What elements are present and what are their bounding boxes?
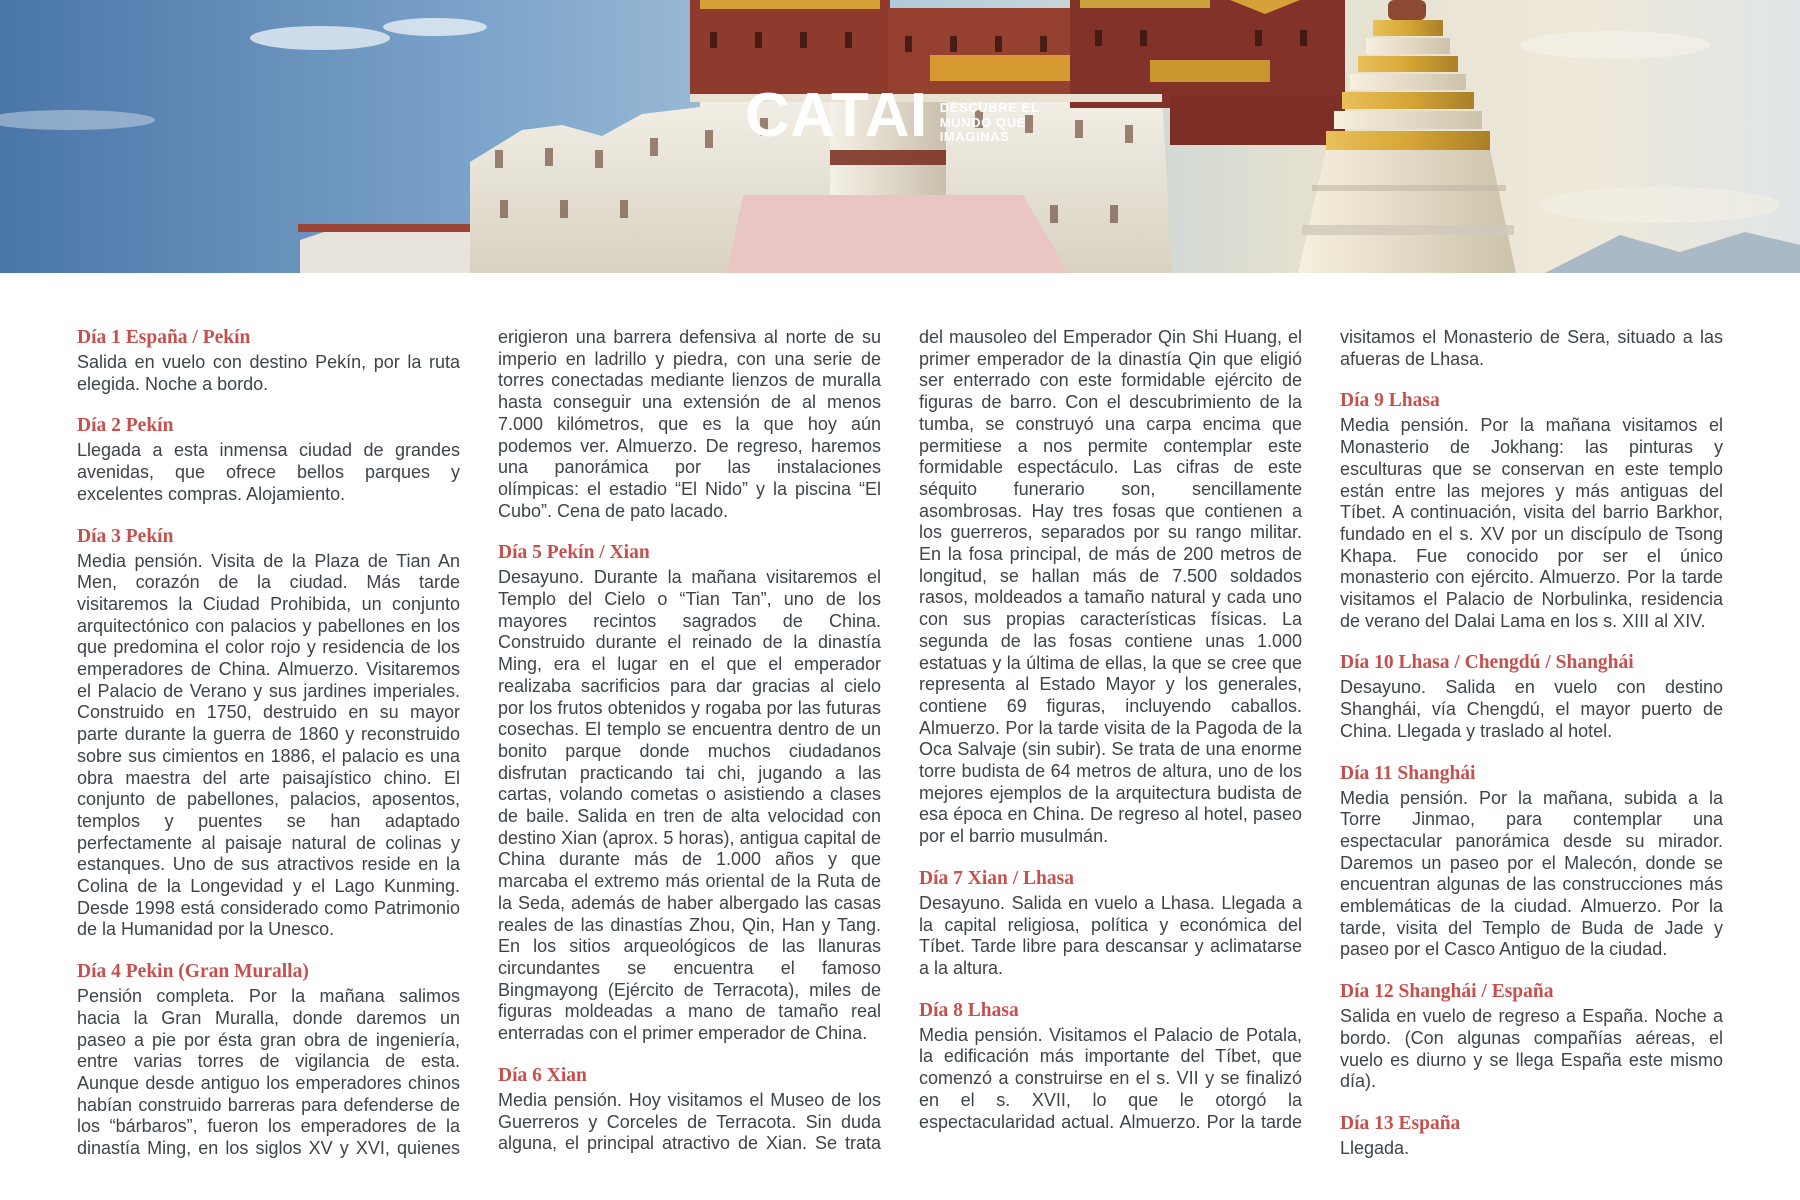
day-title: Día 2 Pekín bbox=[77, 415, 174, 437]
day-title: Día 6 Xian bbox=[498, 1064, 587, 1086]
day-description: Salida en vuelo con destino Pekín, por la ruta elegida. Noche a bordo. bbox=[77, 352, 460, 394]
day-title: Día 12 Shanghái / España bbox=[1340, 981, 1554, 1003]
pink-overlay bbox=[727, 195, 1068, 273]
day-description: Media pensión. Por la mañana visitamos el Monasterio de Jokhang: las pinturas y esculturas que se conservan en este templo están entre las mejores y más antiguas del Tíbet. A continuación, visita del barrio Barkhor, fundado en el s. XV por un discípulo de Tsong Khapa. Fue conocido por ser el único monasterio con ejército. Almuerzo. Por la tarde visitamos el Palacio de Norbulinka, residencia de verano del Dalai Lama en los s. XIII al XIV. bbox=[1340, 415, 1723, 631]
catai-tagline bbox=[940, 101, 1040, 145]
day-section bbox=[1340, 390, 1723, 632]
day-title: Día 1 España / Pekín bbox=[77, 327, 251, 348]
day-description: Media pensión. Visita de la Plaza de Tian An Men, corazón de la ciudad. Más tarde visitaremos la Ciudad Prohibida, un conjunto arquitectónico con palacios y pabellones en los que predomina el color rojo y residencia de los emperadores de China. Almuerzo. Visitaremos el Palacio de Verano y sus jardines imperiales. Construido en 1750, destruido en su mayor parte durante la guerra de 1860 y reconstruido sobre sus cimientos en 1886, el palacio es una obra maestra del arte paisajístico chino. El conjunto de pabellones, palacios, aposentos, templos y puentes se han adaptado perfectamente al paisaje natural de colinas y estanques. Uno de sus atractivos reside en la Colina de la Longevidad y el Lago Kunming. Desde 1998 está considerado como Patrimonio de la Humanidad por la Unesco. bbox=[77, 550, 460, 940]
day-title: Día 5 Pekín / Xian bbox=[498, 542, 650, 564]
day-description: Media pensión. Visitamos el Palacio de Potala, la edificación más importante del Tíbet, que comenzó a construirse en el s. VII y se finalizó en el s. XVII, lo que le otorgó la espectacularidad actual. Almuerzo. Por la tarde visitamos el Monasterio de Sera, situado a las afueras de Lhasa. bbox=[919, 327, 1723, 1132]
day-description: Desayuno. Salida en vuelo a Lhasa. Llegada a la capital religiosa, política y económica del Tíbet. Tarde libre para descansar y aclimatarse a la altura. bbox=[919, 892, 1302, 978]
day-description: Llegada. bbox=[1340, 1137, 1410, 1158]
catai-logo-text: CATAI bbox=[745, 81, 928, 150]
day-description: Desayuno. Salida en vuelo con destino Shanghái, vía Chengdú, el mayor puerto de China. Llegada y traslado al hotel. bbox=[1340, 677, 1723, 741]
day-title: Día 4 Pekin (Gran Muralla) bbox=[77, 961, 309, 983]
hero-image bbox=[0, 0, 1800, 273]
tagline-line-2: MUNDO QUE bbox=[939, 114, 1027, 130]
day-section bbox=[1340, 981, 1723, 1093]
day-section bbox=[1340, 1113, 1723, 1160]
tagline-line-3: IMAGINAS bbox=[939, 129, 1010, 144]
day-section bbox=[919, 868, 1302, 980]
day-description: Desayuno. Durante la mañana visitaremos el Templo del Cielo o “Tian Tan”, uno de los mayores recintos sagrados de China. Construido durante el reinado de la dinastía Ming, era el lugar en el que el emperador realizaba sacrificios para dar gracias al cielo por los frutos obtenidos y rogaba por las futuras cosechas. El templo se encuentra dentro de un bonito parque donde muchos ciudadanos disfrutan practicando tai chi, jugando a las cartas, volando cometas o asistiendo a clases de baile. Salida en tren de alta velocidad con destino Xian (aprox. 5 horas), antigua capital de China durante más de 1.000 años y que marcaba el extremo más oriental de la Ruta de la Seda, además de haber albergado las casas reales de las dinastías Zhou, Qin, Han y Tang. En los sitios arqueológicos de las llanuras circundantes se encuentra el famoso Bingmayong (Ejército de Terracota), miles de figuras moldeadas a mano de tamaño real enterradas con el primer emperador de China. bbox=[498, 567, 881, 1044]
day-section bbox=[1340, 763, 1723, 962]
day-section bbox=[498, 542, 881, 1044]
tagline-line-1: DESCUBRE EL bbox=[939, 100, 1040, 115]
day-description: Media pensión. Hoy visitamos el Museo de los Guerreros y Corceles de Terracota. Sin duda alguna, el principal atractivo de Xian. Se trata del mausoleo del Emperador Qin Shi Huang, el primer emperador de la dinastía Qin que eligió ser enterrado con este formidable ejército de figuras de barro. Con el descubrimiento de la tumba, se construyó una carpa encima que permitiese a nos permite contemplar este formidable espectáculo. Las cifras de este séquito funerario son, sencillamente asombrosas. Hay tres fosas que contienen a los guerreros, separados por su rango militar. En la fosa principal, de más de 200 metros de longitud, se hallan más de 7.500 soldados rasos, moldeados a tamaño natural y cada uno con sus propias características físicas. La segunda de las fosas contiene unas 1.000 estatuas y la última de ellas, la que se cree que representa al Estado Mayor y los generales, contiene 69 figuras, incluyendo caballos. Almuerzo. Por la tarde visita de la Pagoda de la Oca Salvaje (sin subir). Se trata de una enorme torre budista de 64 metros de altura, uno de los mejores ejemplos de la arquitectura budista de esa época en China. De regreso al hotel, paseo por el barrio musulmán. bbox=[498, 327, 1302, 1154]
day-title: Día 3 Pekín bbox=[77, 525, 174, 547]
day-section bbox=[77, 327, 460, 395]
day-title: Día 8 Lhasa bbox=[919, 999, 1019, 1021]
day-section bbox=[77, 526, 460, 942]
catai-logo bbox=[745, 81, 1040, 150]
day-description: Media pensión. Por la mañana, subida a la Torre Jinmao, para contemplar una espectacular panorámica desde su mirador. Daremos un paseo por el Malecón, donde se encuentran algunas de las construcciones más emblemáticas de la ciudad. Almuerzo. Por la tarde, visita del Templo de Buda de Jade y paseo por el Casco Antiguo de la ciudad. bbox=[1340, 787, 1723, 960]
day-title: Día 7 Xian / Lhasa bbox=[919, 867, 1074, 889]
day-title: Día 10 Lhasa / Chengdú / Shanghái bbox=[1340, 652, 1634, 674]
day-description: Llegada a esta inmensa ciudad de grandes avenidas, que ofrece bellos parques y excelentes compras. Alojamiento. bbox=[77, 440, 460, 504]
day-title: Día 11 Shanghái bbox=[1340, 762, 1476, 784]
day-title: Día 9 Lhasa bbox=[1340, 390, 1440, 412]
day-title: Día 13 España bbox=[1340, 1112, 1461, 1134]
day-description: Salida en vuelo de regreso a España. Noche a bordo. (Con algunas compañías aéreas, el vuelo es diurno y se llega España este mismo día). bbox=[1340, 1006, 1723, 1092]
day-section bbox=[1340, 652, 1723, 742]
day-description: Pensión completa. Por la mañana salimos hacia la Gran Muralla, donde daremos un paseo a pie por ésta gran obra de ingeniería, entre varias torres de vigilancia de esta. Aunque desde antiguo los emperadores chinos habían construido barreras para defenderse de los “bárbaros”, fueron los emperadores de la dinastía Ming, en los siglos XV y XVI, quienes erigieron una barrera defensiva al norte de su imperio en ladrillo y piedra, con una serie de torres conectadas mediante lienzos de muralla hasta conseguir una extensión de al menos 7.000 kilómetros, que es la que hoy aún podemos ver. Almuerzo. De regreso, haremos una panorámica por las instalaciones olímpicas: el estadio “El Nido” y la piscina “El Cubo”. Cena de pato lacado. bbox=[77, 327, 881, 1159]
day-section bbox=[77, 415, 460, 505]
itinerary-columns bbox=[77, 327, 1723, 1172]
